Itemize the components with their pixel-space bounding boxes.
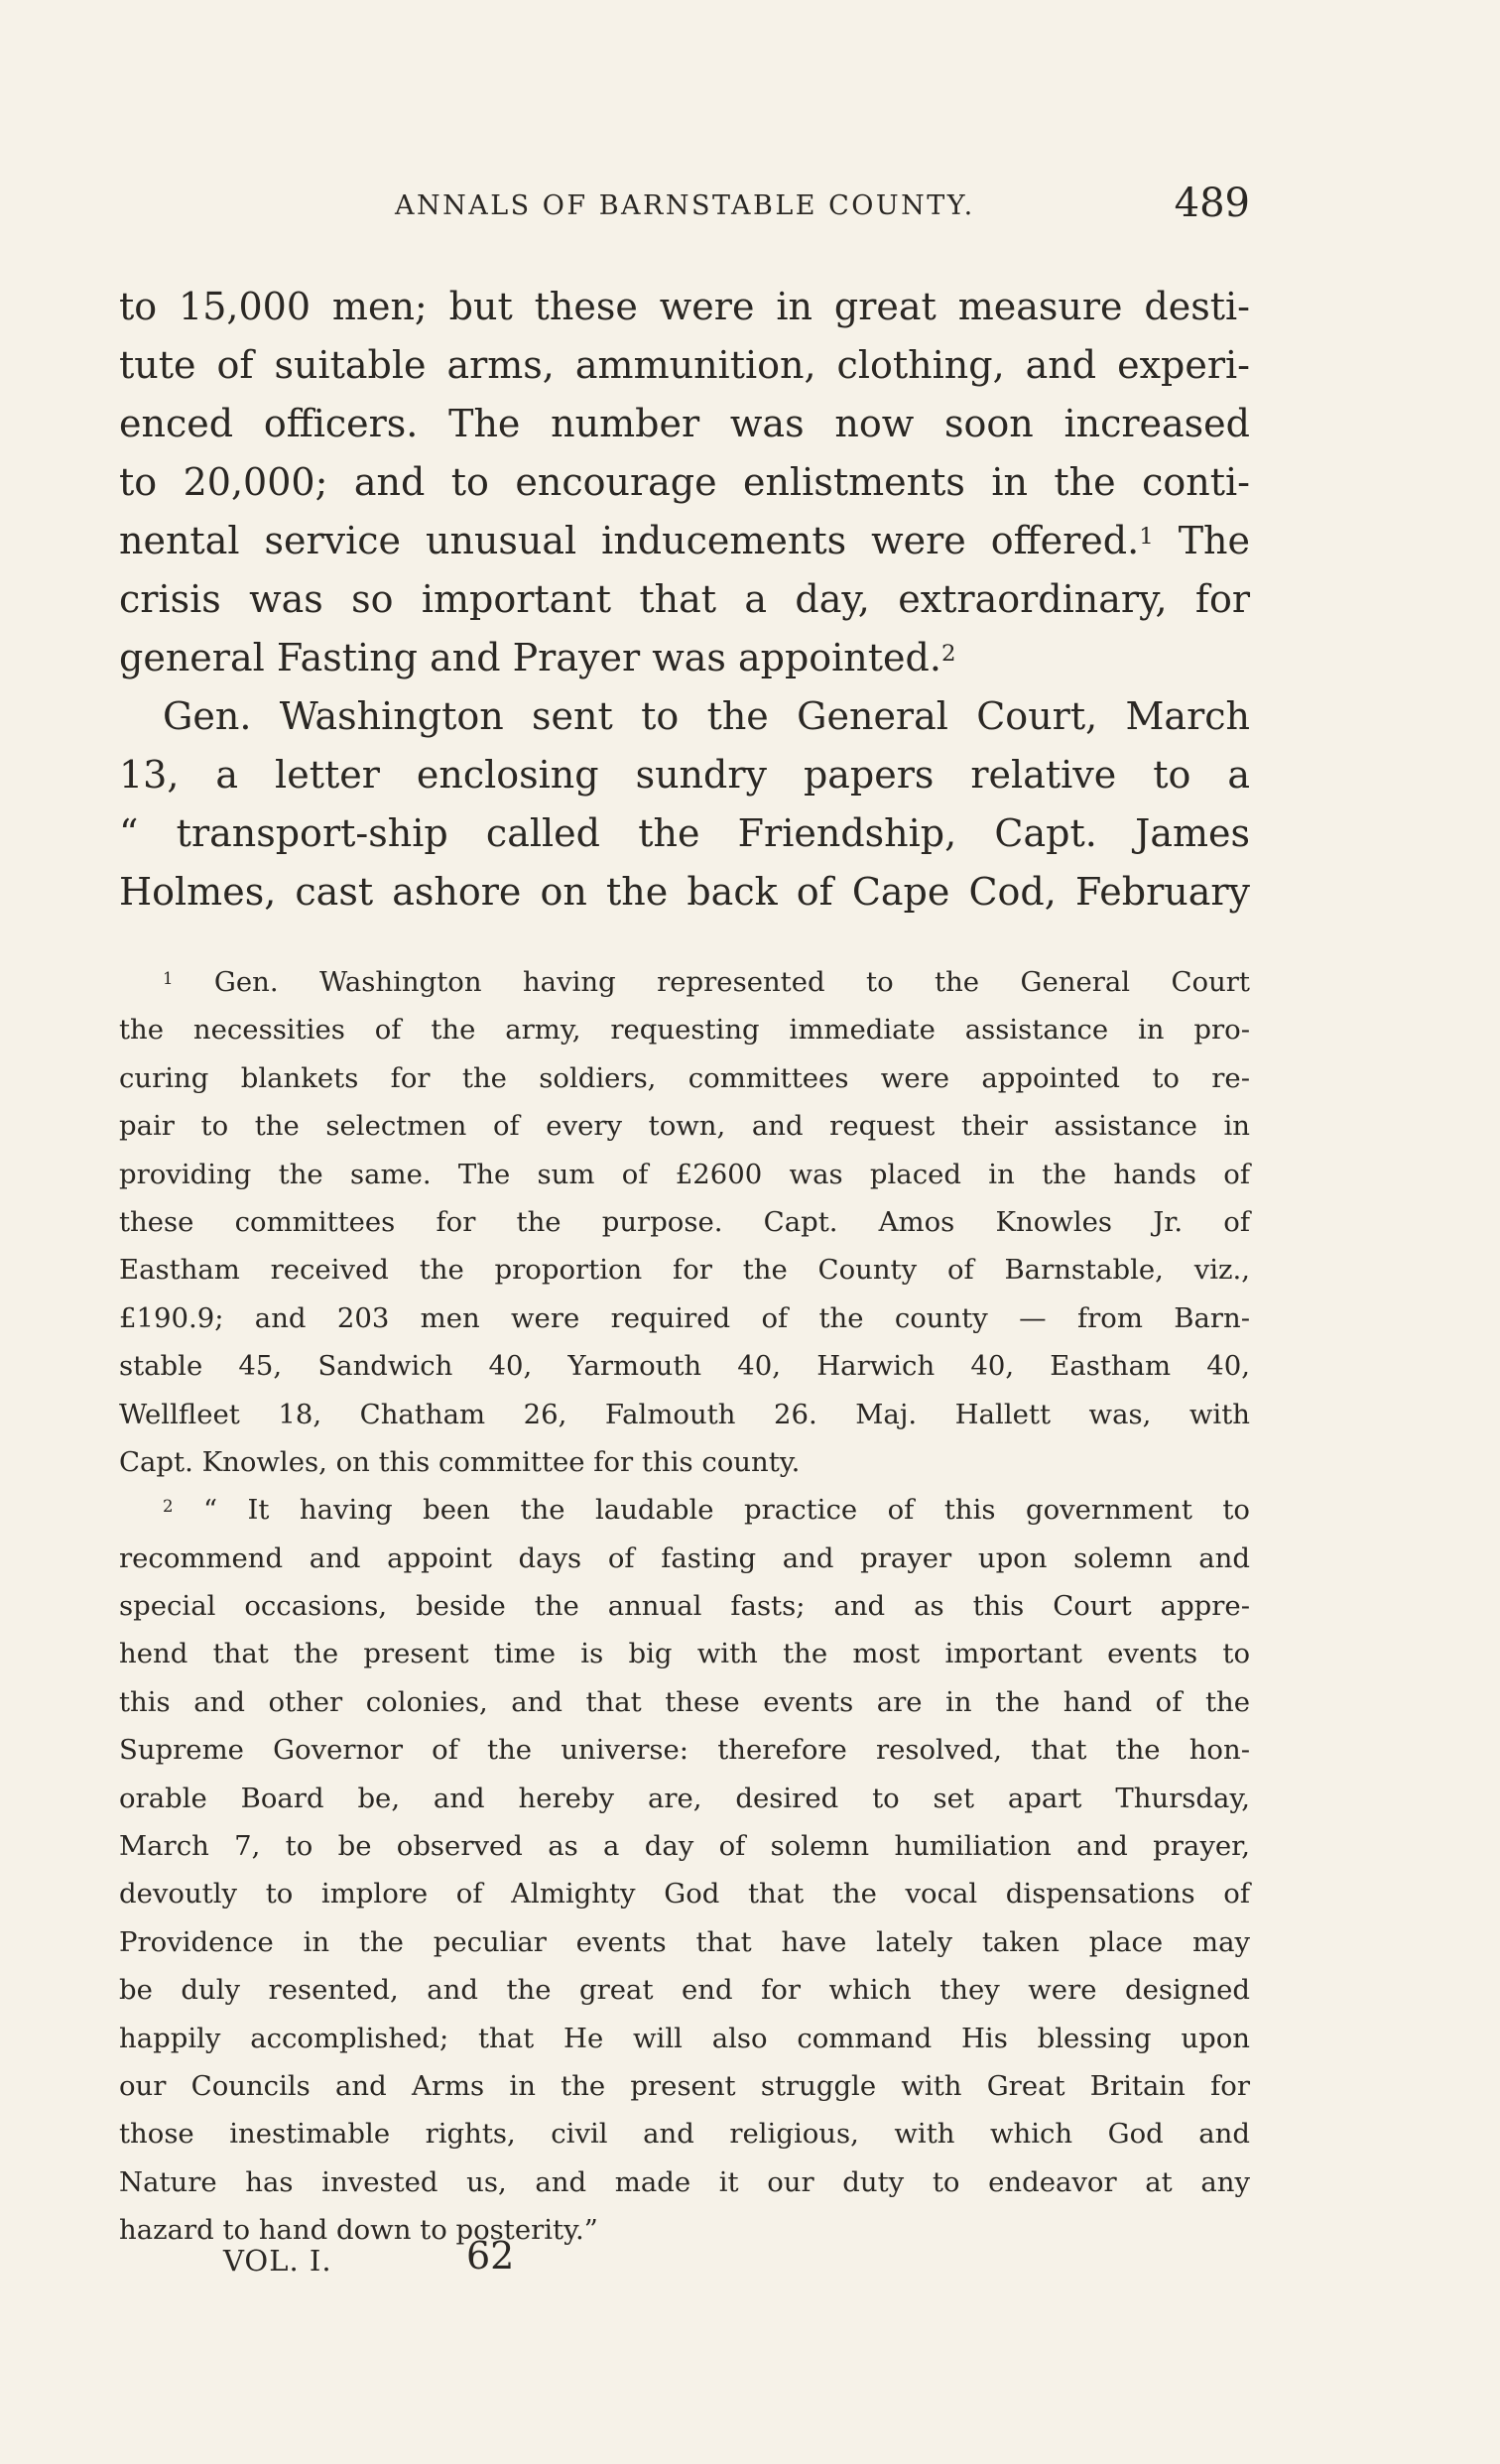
footnote-line: £190.9; and 203 men were required of the county — from Barn-: [119, 1301, 1250, 1334]
volume-label: VOL. I.: [223, 2244, 332, 2278]
running-title: ANNALS OF BARNSTABLE COUNTY.: [395, 190, 975, 221]
text-segment: general Fasting and Prayer was appointed.: [119, 636, 941, 679]
footnote-line: these committees for the purpose. Capt. Amos Knowles Jr. of: [119, 1205, 1250, 1238]
footnote-line: Wellfleet 18, Chatham 26, Falmouth 26. Maj. Hallett was, with: [119, 1398, 1250, 1430]
footnote-line: special occasions, beside the annual fasts; and as this Court appre-: [119, 1590, 1250, 1623]
text-line: crisis was so important that a day, extraordinary, for: [119, 577, 1250, 621]
footnote-line: this and other colonies, and that these events are in the hand of the: [119, 1685, 1250, 1718]
footnote-line: Supreme Governor of the universe: therefore resolved, that the hon-: [119, 1734, 1250, 1767]
text-segment: Gen. Washington having represented to the General Court: [213, 966, 1250, 998]
footnote-line: those inestimable rights, civil and religious, with which God and: [119, 2118, 1250, 2151]
footnotes: [119, 958, 1250, 2255]
footnote-line: the necessities of the army, requesting immediate assistance in pro-: [119, 1014, 1250, 1047]
footnote-2-line: [119, 1486, 1250, 1534]
text-segment: “ It having been the laudable practice of this government to: [202, 1494, 1250, 1527]
footnote-line: happily accomplished; that He will also command His blessing upon: [119, 2022, 1250, 2054]
text-line: 13, a letter enclosing sundry papers relative to a: [119, 753, 1250, 797]
paragraph-start: Gen. Washington sent to the General Court, March: [163, 694, 1250, 738]
footnote-line: Nature has invested us, and made it our duty to endeavor at any: [119, 2165, 1250, 2198]
text-line: “ transport-ship called the Friendship, Capt. James: [119, 811, 1250, 855]
text-line: Holmes, cast ashore on the back of Cape Cod, February: [119, 870, 1250, 914]
text-line: enced officers. The number was now soon increased: [119, 402, 1250, 445]
footnote-line: Eastham received the proportion for the County of Barnstable, viz.,: [119, 1254, 1250, 1287]
text-segment: The: [1178, 519, 1250, 562]
footnote-line: hazard to hand down to posterity.”: [119, 2214, 598, 2247]
text-line: [119, 512, 1250, 570]
text-line: [119, 629, 1250, 687]
footnote-line: our Councils and Arms in the present struggle with Great Britain for: [119, 2069, 1250, 2102]
footnote-marker-1: 1: [163, 968, 174, 988]
signature-number: 62: [466, 2234, 515, 2278]
text-line: tute of suitable arms, ammunition, clothing, and experi-: [119, 343, 1250, 387]
footnote-ref-2: 2: [940, 640, 956, 667]
footnote-line: curing blankets for the soldiers, committees were appointed to re-: [119, 1061, 1250, 1094]
text-line: to 15,000 men; but these were in great measure desti-: [119, 285, 1250, 328]
footnote-line: pair to the selectmen of every town, and request their assistance in: [119, 1110, 1250, 1143]
footnote-line: providing the same. The sum of £2600 was placed in the hands of: [119, 1158, 1250, 1190]
footnote-line: orable Board be, and hereby are, desired to set apart Thursday,: [119, 1782, 1250, 1814]
text-line: to 20,000; and to encourage enlistments in the conti-: [119, 460, 1250, 504]
footnote-line: Capt. Knowles, on this committee for this county.: [119, 1445, 801, 1478]
footnote-line: be duly resented, and the great end for which they were designed: [119, 1974, 1250, 2007]
footnote-marker-2: 2: [163, 1496, 174, 1516]
footnote-line: hend that the present time is big with the most important events to: [119, 1638, 1250, 1670]
page-number: 489: [1174, 181, 1250, 226]
footnote-line: March 7, to be observed as a day of solemn humiliation and prayer,: [119, 1830, 1250, 1863]
footnote-line: devoutly to implore of Almighty God that the vocal dispensations of: [119, 1878, 1250, 1910]
main-text: [119, 278, 1250, 922]
text-segment: nental service unusual inducements were offered.: [119, 519, 1140, 562]
footnote-ref-1: 1: [1139, 523, 1154, 550]
footnote-1-line: [119, 958, 1250, 1006]
footnote-line: Providence in the peculiar events that have lately taken place may: [119, 1925, 1250, 1958]
footnote-line: stable 45, Sandwich 40, Yarmouth 40, Harwich 40, Eastham 40,: [119, 1350, 1250, 1383]
footnote-line: recommend and appoint days of fasting and prayer upon solemn and: [119, 1541, 1250, 1574]
running-head: [119, 181, 1250, 230]
